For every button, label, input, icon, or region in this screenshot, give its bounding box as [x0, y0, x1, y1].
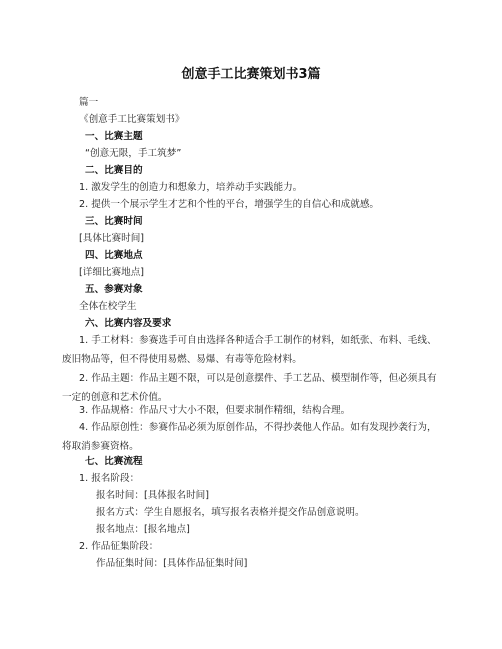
heading-theme: 一、比赛主题 [85, 131, 143, 142]
heading-process: 七、比赛流程 [85, 456, 143, 467]
document-title: 创意手工比赛策划书3篇 [181, 67, 321, 82]
participants-text: 全体在校学生 [79, 301, 137, 312]
heading-content: 六、比赛内容及要求 [85, 318, 172, 329]
process-step-1: 1. 报名阶段： [79, 473, 140, 484]
location-text: [详细比赛地点] [79, 267, 145, 278]
time-text: [具体比赛时间] [79, 233, 145, 244]
heading-purpose: 二、比赛目的 [85, 165, 143, 176]
content-item-4: 4. 作品原创性：参赛作品必须为原创作品，不得抄袭他人作品。如有发现抄袭行为，将取消参赛资格。 [62, 422, 437, 452]
signup-method: 报名方式：学生自愿报名，填写报名表格并提交作品创意说明。 [96, 507, 365, 518]
purpose-item-1: 1. 激发学生的创造力和想象力，培养动手实践能力。 [79, 182, 303, 193]
heading-participants: 五、参赛对象 [85, 284, 143, 295]
heading-time: 三、比赛时间 [85, 216, 143, 227]
signup-time: 报名时间：[具体报名时间] [96, 490, 210, 501]
theme-text: “创意无限，手工筑梦” [85, 148, 182, 159]
collection-time: 作品征集时间：[具体作品征集时间] [96, 558, 248, 569]
content-item-3: 3. 作品规格：作品尺寸大小不限，但要求制作精细，结构合理。 [79, 405, 351, 416]
doc-subtitle: 《创意手工比赛策划书》 [79, 114, 185, 125]
signup-location: 报名地点：[报名地点] [96, 524, 190, 535]
section-label: 篇一 [79, 97, 99, 108]
purpose-item-2: 2. 提供一个展示学生才艺和个性的平台，增强学生的自信心和成就感。 [79, 199, 380, 210]
process-step-2: 2. 作品征集阶段： [79, 541, 159, 552]
content-item-2: 2. 作品主题：作品主题不限，可以是创意摆件、手工艺品、模型制作等，但必须具有一定的创意和艺术价值。 [62, 373, 437, 403]
content-item-1: 1. 手工材料：参赛选手可自由选择各种适合手工制作的材料，如纸张、布料、毛线、废旧物品等，但不得使用易燃、易爆、有毒等危险材料。 [62, 335, 437, 365]
heading-location: 四、比赛地点 [85, 250, 143, 261]
